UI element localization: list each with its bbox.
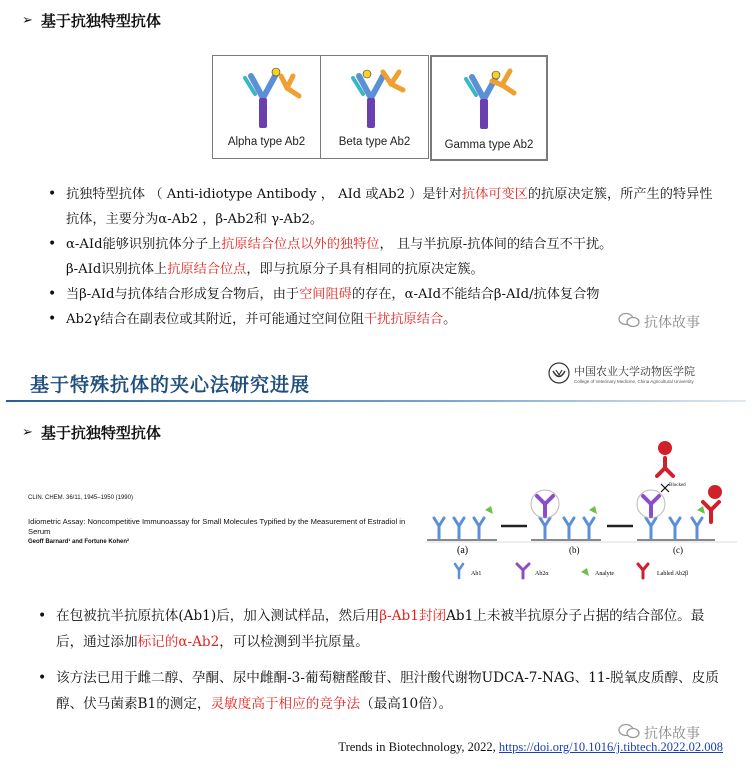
- bullet-text: （最高10倍）。: [360, 696, 453, 712]
- paper-title: Idiometric Assay: Noncompetitive Immunoassay for Small Molecules Typified by the Measurement of Estradiol in Serum: [28, 517, 406, 536]
- bullet-text: Ab1上未被半抗原分子占据的结合部位。最后，通过添加: [56, 608, 705, 650]
- reference-doi-link[interactable]: https://doi.org/10.1016/j.tibtech.2022.02.008: [498, 740, 723, 754]
- reference-line: [338, 740, 723, 755]
- section2-bullet-1: [34, 603, 724, 655]
- gamma-ab2-caption: Gamma type Ab2: [444, 139, 534, 151]
- section1-bullet-3: [44, 282, 720, 307]
- gamma-ab2-panel: [430, 55, 548, 161]
- logo-cn-text: 中国农业大学动物医学院: [574, 364, 695, 378]
- bullet-text: Ab2γ结合在副表位或其附近，并可能通过空间位阻: [66, 312, 364, 327]
- beta-antibody-icon: [339, 62, 411, 134]
- section1-heading-text: 基于抗独特型抗体: [40, 12, 161, 30]
- watermark-text: 抗体故事: [644, 726, 700, 742]
- bullet-highlight: 抗原结合位点以外的独特位: [221, 237, 380, 252]
- alpha-ab2-caption: Alpha type Ab2: [227, 136, 306, 148]
- section2-heading: [22, 422, 161, 443]
- bullet-text: 的存在，α-AId不能结合β-AId/抗体复合物: [351, 287, 600, 302]
- antibody-types-figure: [212, 55, 548, 159]
- banner-title: 基于特殊抗体的夹心法研究进展: [30, 374, 311, 396]
- bullet-text: 在包被抗半抗原抗体(Ab1)后，加入测试样品，然后用: [56, 608, 380, 624]
- watermark-1: [618, 312, 700, 332]
- bullet-text: 的抗原决定簇，所产生的特异性抗体，主要分为α-Ab2 ，β-Ab2和 γ-Ab2。: [66, 187, 713, 227]
- legend-labled-ab2b: Labled Ab2β: [657, 571, 689, 577]
- bullet-text: 该方法已用于雌二醇、孕酮、尿中雌酮-3-葡萄糖醛酸苷、胆汁酸代谢物UDCA-7-NAG、11-脱氧皮质醇、皮质醇、伏马菌素B1的测定，: [56, 670, 719, 712]
- panel-label-a: (a): [457, 545, 469, 556]
- paper-citation: CLIN. CHEM. 36/11, 1945–1950 (1990): [28, 495, 133, 501]
- wechat-icon: [618, 312, 640, 332]
- bullet-text: ， 且与半抗原-抗体间的结合互不干扰。: [379, 237, 613, 252]
- bullet-text: ，可以检测到半抗原量。: [219, 634, 369, 650]
- legend-ab2a: Ab2α: [535, 571, 549, 577]
- alpha-antibody-icon: [231, 62, 303, 134]
- bullet-text: 抗独特型抗体 （ Anti-idiotype Antibody ， AId 或Ab2 ）是针对: [66, 187, 462, 202]
- bullet-text: α-AId能够识别抗体分子上: [66, 237, 222, 252]
- reference-text: Trends in Biotechnology, 2022,: [338, 740, 499, 754]
- university-logo: [548, 362, 695, 384]
- bullet-highlight: 抗原结合位点: [167, 262, 247, 277]
- gamma-antibody-icon: [452, 63, 524, 135]
- bullet-highlight: 空间阻碍: [299, 287, 352, 302]
- bullet-highlight: β-Ab1封闭: [379, 608, 447, 624]
- paper-snippet: [28, 495, 423, 545]
- section1-bullet-list: [44, 182, 720, 332]
- panel-label-c: (c): [673, 545, 683, 555]
- beta-ab2-panel: [320, 55, 429, 159]
- paper-authors: Geoff Barnard¹ and Fortune Kohen²: [28, 539, 129, 545]
- legend-ab1: Ab1: [471, 571, 482, 577]
- section2-bullet-list: [34, 603, 724, 717]
- section2-bullet-2: [34, 665, 724, 717]
- alpha-ab2-panel: [212, 55, 321, 159]
- bullet-text: 。: [443, 312, 457, 327]
- bullet-text: ，即与抗原分子具有相同的抗原决定簇。: [246, 262, 484, 277]
- idiometric-assay-figure: [425, 432, 740, 580]
- logo-en-text: College of Veterinary Medicine, China Agricultural University: [574, 378, 694, 384]
- section1-bullet-1: [44, 182, 720, 232]
- assay-schematic: [425, 432, 740, 580]
- arrow-bullet-icon: ➢: [22, 425, 33, 440]
- bullet-text: β-AId识别抗体上: [66, 262, 168, 277]
- section1-bullet-2: [44, 232, 720, 282]
- watermark-text: 抗体故事: [644, 315, 700, 331]
- panel-label-b: (b): [569, 545, 580, 555]
- bullet-text: 当β-AId与抗体结合形成复合物后，由于: [66, 287, 300, 302]
- bullet-highlight: 抗体可变区: [461, 187, 528, 202]
- university-emblem-icon: [548, 362, 570, 384]
- beta-ab2-caption: Beta type Ab2: [338, 136, 411, 148]
- bullet-highlight: 灵敏度高于相应的竞争法: [210, 696, 361, 712]
- bullet-highlight: 标记的α-Ab2: [137, 634, 220, 650]
- legend-analyte: Analyte: [595, 571, 614, 577]
- section1-heading: [22, 10, 161, 31]
- banner-divider: [6, 400, 746, 402]
- bullet-highlight: 干扰抗原结合: [364, 312, 444, 327]
- blocked-label: Blocked: [669, 483, 686, 488]
- section2-heading-text: 基于抗独特型抗体: [40, 424, 161, 442]
- arrow-bullet-icon: ➢: [22, 13, 33, 28]
